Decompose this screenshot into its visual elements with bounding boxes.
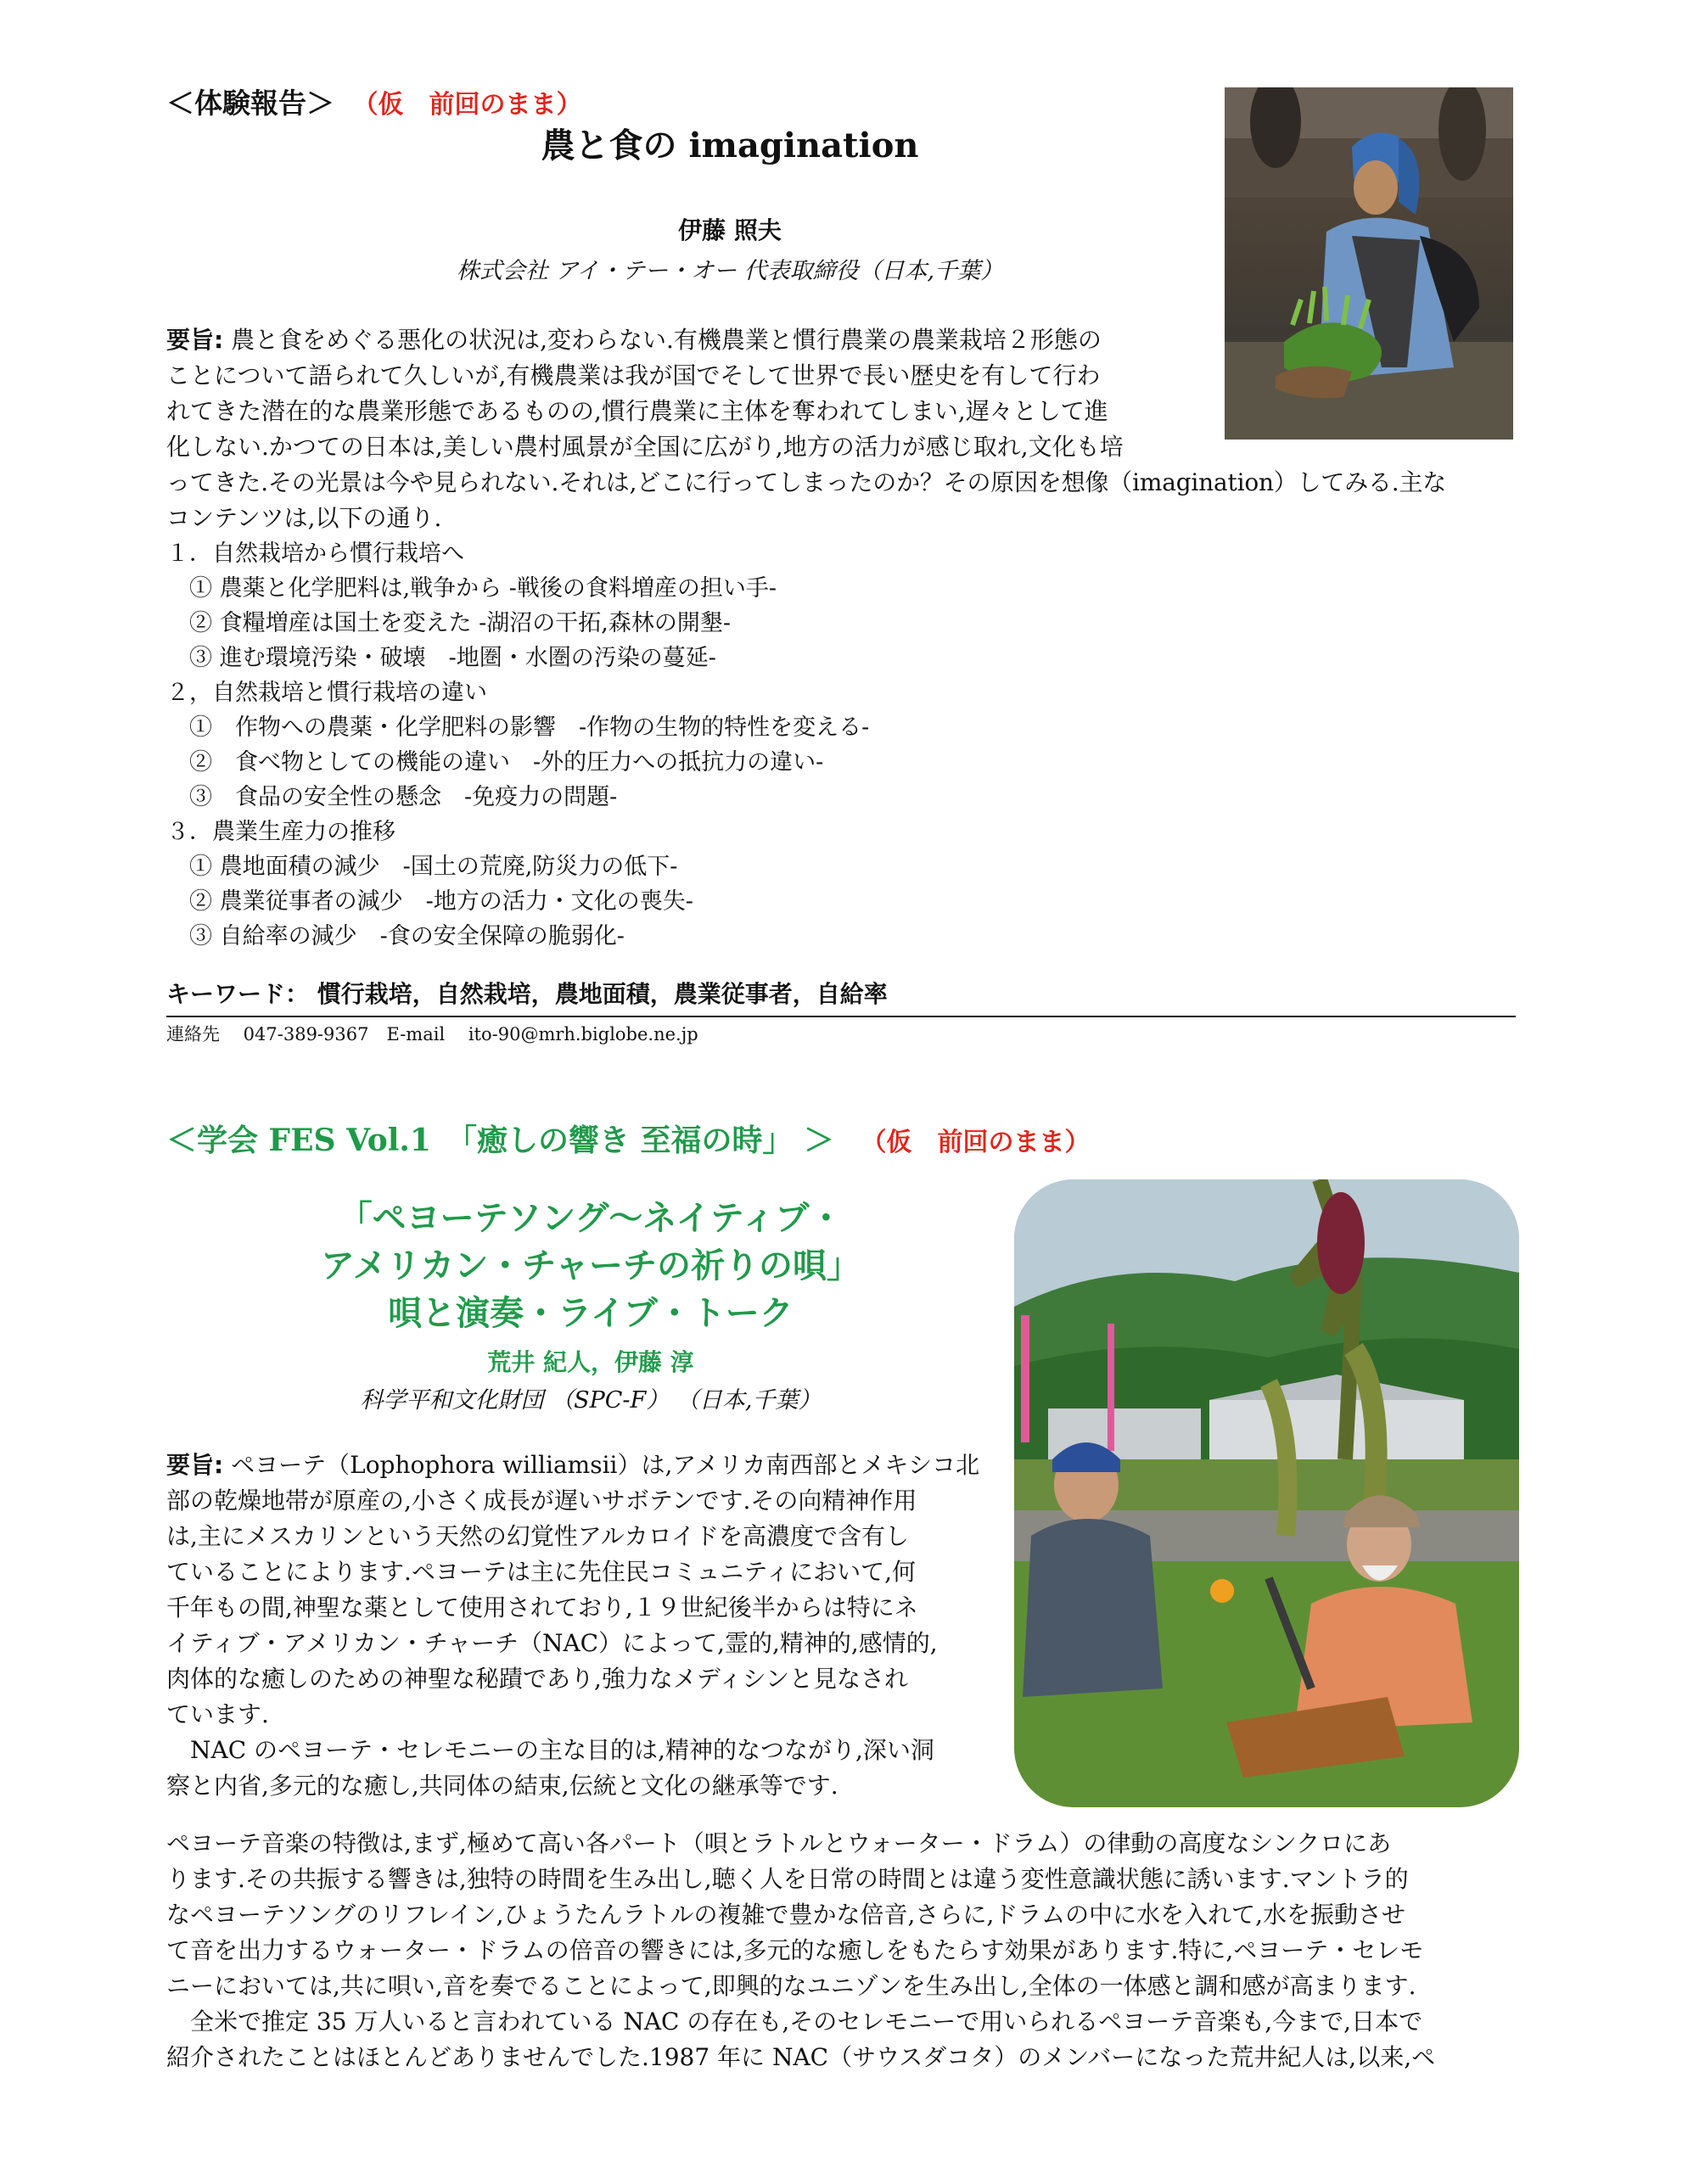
- fes-line: 千年もの間,神聖な薬として使用されており,１９世紀後半からは特にネ: [166, 1593, 918, 1621]
- fes-title-line-1: 「ペヨーテソング〜ネイティブ・: [338, 1199, 844, 1238]
- outline-item: ① 作物への農薬・化学肥料の影響 -作物の生物的特性を変える-: [166, 714, 870, 741]
- fes-wide-line: 全米で推定 35 万人いると言われている NAC の存在も,そのセレモニーで用いられるペヨーテ音楽も,今まで,日本で: [166, 2008, 1423, 2036]
- outline-item: ③ 食品の安全性の懸念 -免疫力の問題-: [166, 784, 618, 810]
- abstract-label: 要旨:: [166, 326, 224, 354]
- fes-wide-line: ります.その共振する響きは,独特の時間を生み出し,聴く人を日常の時間とは違う変性意識状態に誘います.マントラ的: [166, 1865, 1409, 1893]
- fes-affiliation: 科学平和文化財団 （SPC-F） （日本,千葉）: [360, 1387, 822, 1414]
- fes-line-1-text: ペヨーテ（Lophophora williamsii）は,アメリカ南西部とメキシコ北: [231, 1451, 980, 1479]
- fes-title-line-3: 唄と演奏・ライブ・トーク: [388, 1294, 794, 1333]
- fes-title: [166, 1195, 1015, 1337]
- fes-authors: 荒井 紀人，伊藤 淳: [487, 1348, 694, 1376]
- farmer-photo: [1225, 87, 1513, 440]
- outline-item: ② 食べ物としての機能の違い -外的圧力への抵抗力の違い-: [166, 749, 824, 776]
- fes-line: 肉体的な癒しのための神聖な秘蹟であり,強力なメディシンと見なされ: [166, 1665, 908, 1693]
- fes-wide-line: なペヨーテソングのリフレイン,ひょうたんラトルの複雑で豊かな倍音,さらに,ドラムの中に水を入れて,水を振動させ: [166, 1901, 1405, 1929]
- outline-item: ① 農地面積の減少 -国土の荒廃,防災力の低下-: [166, 854, 678, 880]
- fes-abstract-wide: [166, 1826, 1524, 2075]
- fes-abstract-label: 要旨:: [166, 1451, 224, 1479]
- abstract-line-2: ことについて語られて久しいが,有機農業は我が国でそして世界で長い歴史を有して行わ: [166, 361, 1101, 389]
- section2-header: [166, 1117, 1090, 1160]
- report-contact: 連絡先 047-389-9367 E-mail ito-90@mrh.biglobe.ne.jp: [166, 1024, 698, 1044]
- report-abstract-wide: [166, 465, 1524, 536]
- section1-label: ＜体験報告＞: [166, 87, 334, 120]
- abstract-line-1: [166, 322, 1210, 358]
- report-affiliation: 株式会社 アイ・テー・オー 代表取締役（日本,千葉）: [456, 258, 1004, 284]
- outline-item: ２，自然栽培と慣行栽培の違い: [166, 680, 487, 706]
- report-keywords: キーワード： 慣行栽培，自然栽培，農地面積，農業従事者，自給率: [166, 980, 888, 1008]
- abstract-line-3: れてきた潜在的な農業形態であるものの,慣行農業に主体を奪われてしまい,遅々として進: [166, 397, 1108, 425]
- fes-line: ていることによります.ペヨーテは主に先住民コミュニティにおいて,何: [166, 1558, 917, 1586]
- fes-wide-line: ニーにおいては,共に唄い,音を奏でることによって,即興的なユニゾンを生み出し,全体の一体感と調和感が高まります.: [166, 1972, 1416, 2000]
- keywords-rule: [166, 1016, 1516, 1017]
- section2-label: ＜学会 FES Vol.1 「癒しの響き 至福の時」 ＞: [166, 1123, 835, 1158]
- fes-line: は,主にメスカリンという天然の幻覚性アルカロイドを高濃度で含有し: [166, 1522, 909, 1550]
- musicians-photo: [1014, 1179, 1519, 1807]
- fes-wide-line: ペヨーテ音楽の特徴は,まず,極めて高い各パート（唄とラトルとウォーター・ドラム）の律動の高度なシンクロにあ: [166, 1829, 1392, 1857]
- abstract-line-6: コンテンツは,以下の通り.: [166, 504, 442, 532]
- fes-line: 部の乾燥地帯が原産の,小さく成長が遅いサボテンです.その向精神作用: [166, 1487, 917, 1515]
- report-author: 伊藤 照夫: [678, 216, 782, 244]
- section2-note: （仮 前回のまま）: [861, 1128, 1091, 1157]
- report-title: 農と食の imagination: [541, 126, 919, 165]
- outline-item: ３．農業生産力の推移: [166, 819, 395, 845]
- fes-wide-line: て音を出力するウォーター・ドラムの倍音の響きには,多元的な癒しをもたらす効果があります.特に,ペヨーテ・セレモ: [166, 1936, 1424, 1964]
- fes-line: ています.: [166, 1700, 269, 1728]
- outline-item: ③ 進む環境汚染・破壊 -地圏・水圏の汚染の蔓延-: [166, 645, 716, 671]
- fes-line: イティブ・アメリカン・チャーチ（NAC）によって,霊的,精神的,感情的,: [166, 1629, 938, 1657]
- farmer-photo-svg: [1225, 87, 1513, 440]
- fes-abstract-narrow: [166, 1448, 998, 1804]
- musicians-photo-svg: [1014, 1179, 1519, 1807]
- fes-line: NAC のペヨーテ・セレモニーの主な目的は,精神的なつながり,深い洞: [166, 1736, 934, 1764]
- outline-item: １．自然栽培から慣行栽培へ: [166, 540, 464, 567]
- outline-item: ② 農業従事者の減少 -地方の活力・文化の喪失-: [166, 888, 693, 915]
- section1-note: （仮 前回のまま）: [352, 90, 582, 120]
- fes-line: 察と内省,多元的な癒し,共同体の結束,伝統と文化の継承等です.: [166, 1772, 838, 1800]
- outline-item: ③ 自給率の減少 -食の安全保障の脆弱化-: [166, 923, 625, 949]
- fes-wide-line: 紹介されたことはほとんどありませんでした.1987 年に NAC（サウスダコタ）のメンバーになった荒井紀人は,以来,ペ: [166, 2043, 1436, 2071]
- fes-line-1: [166, 1448, 998, 1483]
- report-outline: [166, 536, 1354, 954]
- report-abstract-wrap: [166, 322, 1210, 465]
- outline-item: ② 食糧増産は国土を変えた -湖沼の干拓,森林の開墾-: [166, 610, 731, 636]
- section1-header: [166, 81, 582, 121]
- outline-item: ① 農薬と化学肥料は,戦争から -戦後の食料増産の担い手-: [166, 575, 777, 602]
- abstract-line-4: 化しない.かつての日本は,美しい農村風景が全国に広がり,地方の活力が感じ取れ,文化も培: [166, 433, 1124, 461]
- fes-title-line-2: アメリカン・チャーチの祈りの唄」: [321, 1246, 861, 1285]
- abstract-line-1-text: 農と食をめぐる悪化の状況は,変わらない.有機農業と慣行農業の農業栽培２形態の: [231, 326, 1102, 354]
- abstract-line-5: ってきた.その光景は今や見られない.それは,どこに行ってしまったのか？その原因を想像（imagination）してみる.主な: [166, 468, 1447, 496]
